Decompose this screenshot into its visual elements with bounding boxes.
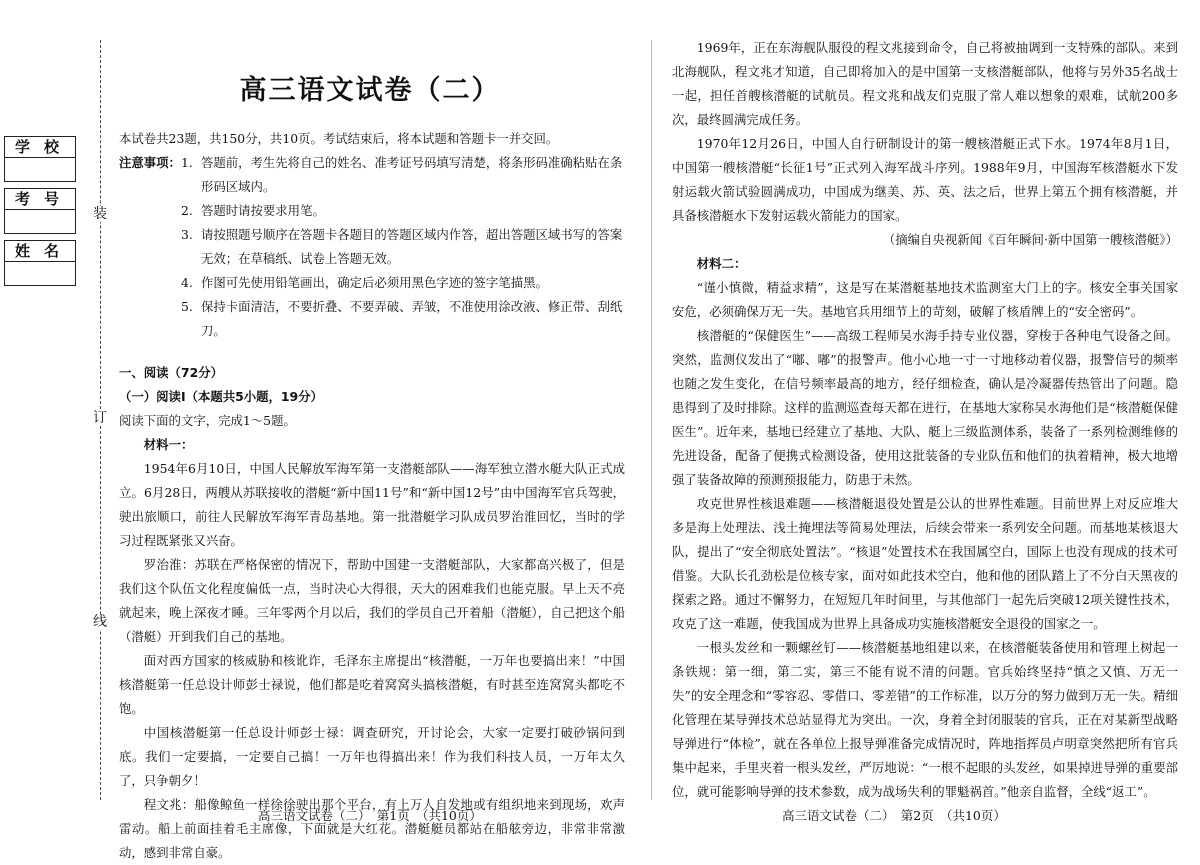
page2-body — [672, 36, 1178, 804]
notes-label: 注意事项： — [119, 155, 181, 170]
paragraph: 1969年，正在东海舰队服役的程文兆接到命令，自己将被抽调到一支特殊的部队。来到北海舰队，程文兆才知道，自己即将加入的是中国第一支核潜艇部队，他将与另外35名战士一起，担任首艘核潜艇的试航员。程文兆和战友们克服了常人难以想象的艰难，试航200多次，最终圆满完成任务。 — [672, 40, 1178, 127]
exam-number-label: 考号 — [5, 189, 75, 210]
name-label: 姓名 — [5, 241, 75, 262]
name-field[interactable] — [4, 240, 76, 286]
page1-footer: 高三语文试卷（二） 第1页 （共10页） — [258, 808, 482, 823]
paragraph: “谨小慎微，精益求精”，这是写在某潜艇基地技术监测室大门上的字。核安全事关国家安危，必须确保万无一失。基地官兵用细节上的苛刻，破解了核盾牌上的“安全密码”。 — [672, 280, 1178, 319]
note-item: 2. 答题时请按要求用笔。 — [180, 203, 325, 218]
paragraph: 1970年12月26日，中国人自行研制设计的第一艘核潜艇正式下水。1974年8月1日，中国第一艘核潜艇“长征1号”正式列入海军战斗序列。1988年9月，中国海军核潜艇水下发射运载火箭试验圆满成功，中国成为继美、苏、英、法之后，世界上第五个拥有核潜艇，并具备核潜艇水下发射运载火箭能力的国家。 — [672, 136, 1178, 223]
binding-mark-ding: 订 — [93, 410, 107, 426]
section-heading: 一、阅读（72分） — [119, 365, 223, 380]
note-item: 1. 答题前，考生先将自己的姓名、准考证号码填写清楚，将条形码准确粘贴在条形码区域内。 — [180, 155, 623, 194]
paragraph: 面对西方国家的核威胁和核讹诈，毛泽东主席提出“核潜艇，一万年也要搞出来！”中国核潜艇第一任总设计师彭士禄说，他们都是吃着窝窝头搞核潜艇，有时甚至连窝窝头都吃不饱。 — [119, 653, 625, 716]
note-item: 4. 作图可先使用铅笔画出，确定后必须用黑色字迹的签字笔描黑。 — [180, 275, 548, 290]
binding-mark-xian: 线 — [93, 614, 107, 630]
source-citation: （摘编自央视新闻《百年瞬间·新中国第一艘核潜艇》） — [882, 232, 1178, 247]
reading-instruction: 阅读下面的文字，完成1～5题。 — [119, 413, 296, 428]
note-item: 3. 请按照题号顺序在答题卡各题目的答题区域内作答，超出答题区域书写的答案无效；在草稿纸、试卷上答题无效。 — [180, 227, 623, 266]
page-divider — [651, 40, 652, 800]
school-label: 学校 — [5, 137, 75, 158]
paragraph: 攻克世界性核退难题——核潜艇退役处置是公认的世界性难题。目前世界上对反应堆大多是海上处理法、浅土掩埋法等简易处理法，后续会带来一系列安全问题。而基地某核退大队，提出了“安全彻底处置法”。“核退”处置技术在我国属空白，国际上也没有现成的技术可借鉴。大队长孔劲松是位核专家，面对如此技术空白，他和他的团队踏上了不分白天黑夜的探索之路。通过不懈努力，在短短几年时间里，与其他部门一起先后突破12项关键性技术，攻克了这一难题，使我国成为世界上具备成功实施核潜艇安全退役的国家之一。 — [672, 496, 1178, 631]
subsection-heading: （一）阅读Ⅰ（本题共5小题，19分） — [119, 389, 323, 404]
notes-block — [119, 151, 625, 343]
paragraph: 核潜艇的“保健医生”——高级工程师吴水海手持专业仪器，穿梭于各种电气设备之间。突然，监测仪发出了“嘟、嘟”的报警声。他小心地一寸一寸地移动着仪器，报警信号的频率也随之发生变化，在信号频率最高的地方，经仔细检查，确认是冷凝器传热管出了问题。隐患得到了及时排除。这样的监测巡查每天都在进行，在基地大家称吴水海他们是“核潜艇保健医生”。近年来，基地已经建立了基地、大队、艇上三级监测体系，装备了一系列检测维修的先进设备，配备了便携式检测设备，使用这批装备的专业队伍和他们的执着精神，极大地增强了装备故障的预测预报能力，防患于未然。 — [672, 328, 1178, 487]
material2-label: 材料二： — [696, 256, 747, 271]
material1-label: 材料一： — [143, 437, 194, 452]
page1-body — [119, 127, 625, 865]
exam-number-field[interactable] — [4, 188, 76, 234]
paragraph: 1954年6月10日，中国人民解放军海军第一支潜艇部队——海军独立潜水艇大队正式成立。6月28日，两艘从苏联接收的潜艇“新中国11号”和“新中国12号”由中国海军官兵驾驶，驶出旅顺口，前往人民解放军海军青岛基地。第一批潜艇学习队成员罗治淮回忆，当时的学习过程既紧张又兴奋。 — [119, 461, 625, 548]
page2-footer: 高三语文试卷（二） 第2页 （共10页） — [782, 808, 1006, 823]
school-field[interactable] — [4, 136, 76, 182]
exam-intro: 本试卷共23题，共150分，共10页。考试结束后，将本试题和答题卡一并交回。 — [119, 131, 559, 146]
notes-list — [181, 151, 625, 343]
paragraph: 中国核潜艇第一任总设计师彭士禄：调查研究，开讨论会，大家一定要打破砂锅问到底。我们一定要搞，一定要自己搞！一万年也得搞出来！作为我们科技人员，一万年太久了，只争朝夕！ — [119, 725, 625, 788]
binding-mark-zhuang: 装 — [93, 206, 107, 222]
paragraph: 一根头发丝和一颗螺丝钉——核潜艇基地组建以来，在核潜艇装备使用和管理上树起一条铁规：第一细，第二实，第三不能有说不清的问题。官兵始终坚持“慎之又慎、万无一失”的安全理念和“零容忍、零借口、零差错”的工作标准，以万分的努力做到万无一失。精细化管理在某导弹技术总站显得尤为突出。一次，身着全封闭服装的官兵，正在对某新型战略导弹进行“体检”，就在各单位上报导弹准备完成情况时，阵地指挥员卢明章突然把所有官兵集中起来，手里夹着一根头发丝，严厉地说：“一根不起眼的头发丝，如果掉进导弹的重要部位，就可能影响导弹的技术参数，成为战场失利的罪魁祸首。”他亲自监督，全线“返工”。 — [672, 640, 1178, 799]
exam-title: 高三语文试卷（二） — [239, 75, 501, 106]
note-item: 5. 保持卡面清洁，不要折叠、不要弄破、弄皱，不准使用涂改液、修正带、刮纸刀。 — [180, 299, 623, 338]
paragraph: 程文兆：船像鲸鱼一样徐徐驶出那个平台，有上万人自发地或有组织地来到现场，欢声雷动。船上前面挂着毛主席像，下面就是大红花。潜艇艇员都站在船舷旁边，非常非常激动，感到非常自豪。 — [119, 797, 625, 860]
paragraph: 罗治淮：苏联在严格保密的情况下，帮助中国建一支潜艇部队，大家都高兴极了，但是我们这个队伍文化程度偏低一点，当时决心大得很，天大的困难我们也能克服。早上天不亮就起来，晚上深夜才睡。三年零两个月以后，我们的学员自己开着船（潜艇），自己把这个船（潜艇）开到我们自己的基地。 — [119, 557, 625, 644]
